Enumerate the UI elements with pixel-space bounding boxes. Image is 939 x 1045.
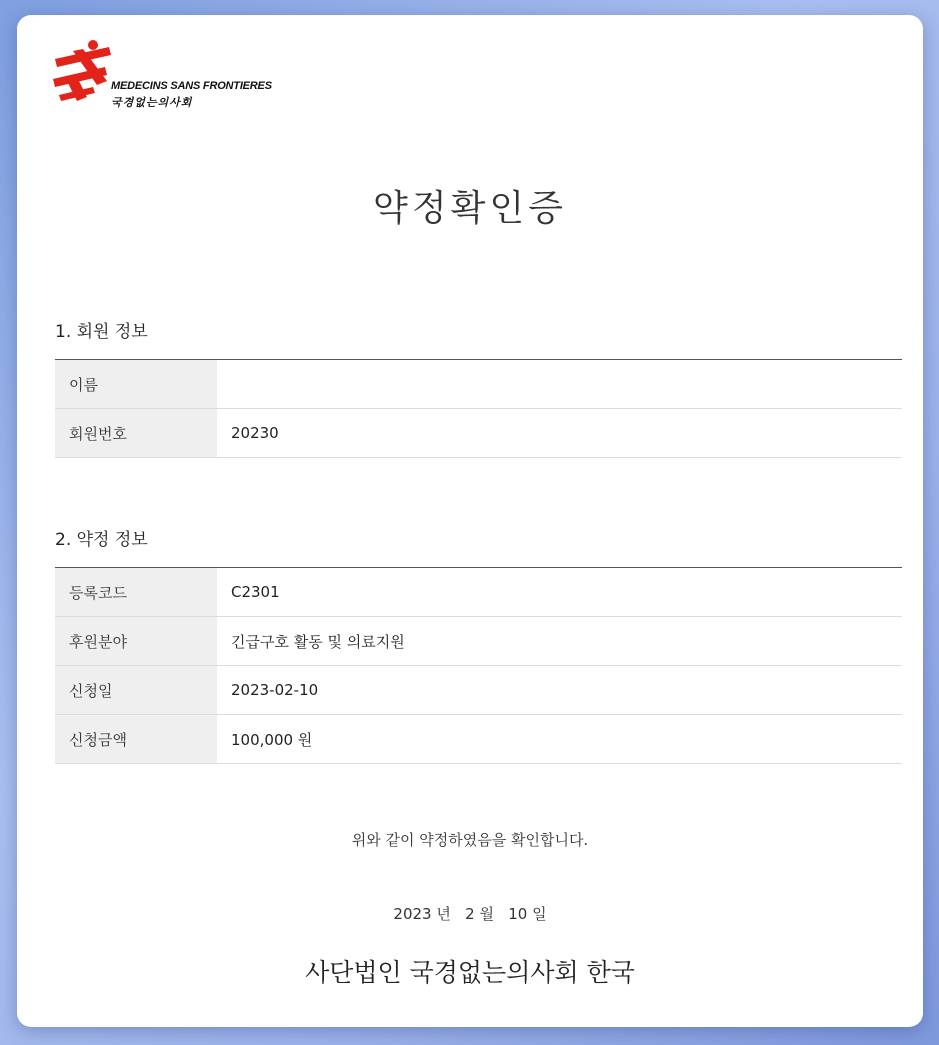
row-label: 신청금액	[55, 715, 217, 764]
organization-name: 사단법인 국경없는의사회 한국	[305, 958, 635, 987]
table-row	[55, 715, 902, 764]
member-name-value	[217, 360, 902, 409]
msf-running-man-icon	[53, 37, 115, 107]
confirmation-statement: 위와 같이 약정하였음을 확인합니다.	[351, 831, 589, 849]
msf-logo	[53, 37, 293, 107]
table-row	[55, 568, 902, 617]
table-row	[55, 617, 902, 666]
member-info-table	[55, 359, 902, 458]
support-area-value: 긴급구호 활동 및 의료지원	[217, 617, 902, 666]
row-label: 회원번호	[55, 409, 217, 458]
certificate-card	[17, 15, 923, 1027]
row-label: 등록코드	[55, 568, 217, 617]
row-label: 후원분야	[55, 617, 217, 666]
application-date-value: 2023-02-10	[217, 666, 902, 715]
registration-code-value: C2301	[217, 568, 902, 617]
member-section-title: 1. 회원 정보	[55, 322, 148, 342]
table-row	[55, 360, 902, 409]
pledge-section-title: 2. 약정 정보	[55, 530, 148, 550]
table-row	[55, 666, 902, 715]
logo-korean-name: 국경없는의사회	[111, 96, 193, 109]
row-label: 신청일	[55, 666, 217, 715]
member-number-value: 20230	[217, 409, 902, 458]
table-row	[55, 409, 902, 458]
row-label: 이름	[55, 360, 217, 409]
document-title: 약정확인증	[373, 188, 567, 229]
pledge-info-table	[55, 567, 902, 764]
logo-english-name: MEDECINS SANS FRONTIERES	[111, 80, 272, 92]
application-amount-value: 100,000 원	[217, 715, 902, 764]
issue-date: 2023 년 2 월 10 일	[393, 905, 547, 923]
